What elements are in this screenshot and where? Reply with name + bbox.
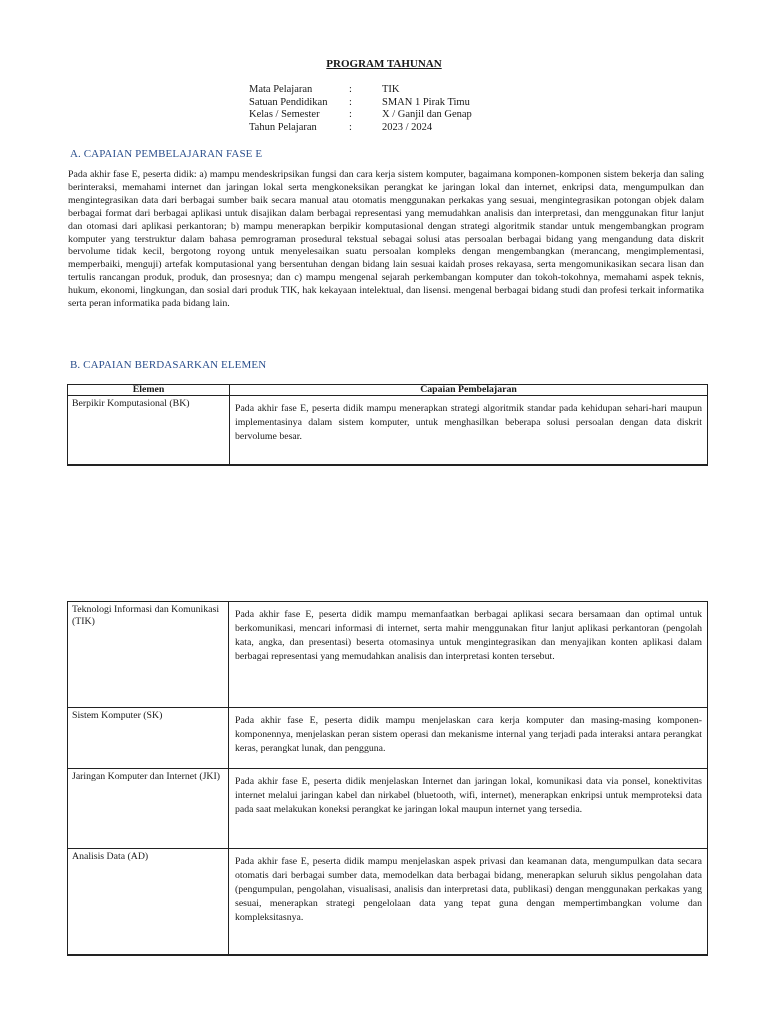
meta-separator: : [349, 96, 352, 108]
elements-table-page-top [67, 384, 708, 466]
table-row [68, 769, 708, 849]
meta-block [249, 84, 472, 134]
meta-label: Mata Pelajaran [249, 84, 313, 95]
capaian-paragraph: Pada akhir fase E, peserta didik: a) mampu mendeskripsikan fungsi dan cara kerja sistem komputer, bagaimana komponen-komponen sistem bekerja dan saling berinteraksi, memahami internet dan jaringan lokal serta mengkoneksikan perangkat ke jaringan lokal dan internet, enkripsi data, mengumpulkan dan mengintegrasikan data dari berbagai sumber baik secara manual atau otomatis menggunakan perkakas yang sesuai, mengintegrasikan potongan objek dalam berbagai format dari berbagai aplikasi untuk disajikan dalam berbagai representasi yang memudahkan analisis dan interpretasi, dan menggunakan fitur lanjut dan otomasi dari aplikasi perkantoran; b) mampu menerapkan berpikir komputasional dengan strategi algoritmik standar untuk mengembangkan program komputer yang terstruktur dalam bahasa pemrograman prosedural tekstual sebagai solusi atas persoalan berbagai bidang yang mengandung data diskrit bervolume tidak kecil, bergotong royong untuk menyelesaikan suatu persoalan kompleks dengan mengembangkan (merancang, mengimplementasi, memperbaiki, menguji) artefak komputasional yang bersentuhan dengan bidang lain sesuai kaidah proses rekayasa, serta mengomunikasikan secara lisan dan tertulis rancangan produk, produk, dan prosesnya; dan c) mampu mengenal sejarah perkembangan komputer dan tokoh-tokohnya, memahami aspek teknis, hukum, ekonomi, lingkungan, dan sosial dari produk TIK, hak kekayaan intelektual, dan lisensi. mengenal berbagai bidang studi dan profesi terkait informatika serta peran informatika pada bidang lain. [68, 169, 704, 310]
table-header-row [68, 385, 708, 396]
capaian-cell: Pada akhir fase E, peserta didik mampu menjelaskan cara kerja komputer dan masing-masing komponen-komponennya, menjelaskan peran sistem operasi dan mekanisme internal yang terjadi pada interaksi antara perangkat keras, perangkat lunak, dan pengguna. [229, 708, 708, 769]
elemen-cell: Analisis Data (AD) [68, 849, 229, 956]
meta-value: TIK [382, 84, 400, 95]
table-row [68, 849, 708, 956]
meta-label: Tahun Pelajaran [249, 121, 317, 133]
header-elemen: Elemen [68, 385, 230, 396]
meta-value: 2023 / 2024 [382, 121, 433, 133]
meta-row-class [249, 109, 472, 122]
capaian-cell: Pada akhir fase E, peserta didik mampu menjelaskan aspek privasi dan keamanan data, mengumpulkan data secara otomatis dari berbagai sumber data, memodelkan data berbagai bidang, menerapkan seluruh siklus pengolahan data (pengumpulan, pengolahan, visualisasi, analisis dan interpretasi data, publikasi) dengan menggunakan perkakas yang sesuai, menerapkan strategi pengelolaan data yang tepat guna dengan mempertimbangkan volume dan kompleksitasnya. [229, 849, 708, 956]
meta-row-school [249, 97, 472, 110]
elements-table-continued [67, 601, 708, 956]
meta-row-subject [249, 84, 472, 97]
meta-row-year [249, 122, 472, 135]
elemen-cell: Teknologi Informasi dan Komunikasi (TIK) [68, 602, 229, 708]
capaian-cell: Pada akhir fase E, peserta didik mampu memanfaatkan berbagai aplikasi secara bersamaan dan optimal untuk berkomunikasi, mencari informasi di internet, serta mahir menggunakan fitur lanjut aplikasi perkantoran (pengolah kata, angka, dan presentasi) beserta otomasinya untuk mengintegrasikan dan menyajikan konten aplikasi dalam berbagai representasi yang memudahkan analisis dan interpretasi konten tersebut. [229, 602, 708, 708]
meta-separator: : [349, 121, 352, 133]
section-a-heading: A. CAPAIAN PEMBELAJARAN FASE E [70, 148, 263, 160]
meta-label: Kelas / Semester [249, 109, 320, 120]
header-capaian: Capaian Pembelajaran [230, 385, 708, 396]
elemen-cell: Berpikir Komputasional (BK) [68, 396, 230, 466]
table-row [68, 396, 708, 466]
elemen-cell: Jaringan Komputer dan Internet (JKI) [68, 769, 229, 849]
elemen-cell: Sistem Komputer (SK) [68, 708, 229, 769]
document-title: PROGRAM TAHUNAN [326, 58, 442, 70]
meta-separator: : [349, 84, 352, 95]
section-b-heading: B. CAPAIAN BERDASARKAN ELEMEN [70, 359, 267, 371]
meta-value: SMAN 1 Pirak Timu [382, 96, 470, 108]
table-row [68, 708, 708, 769]
meta-separator: : [349, 109, 352, 120]
table-row [68, 602, 708, 708]
meta-label: Satuan Pendidikan [249, 96, 328, 108]
capaian-cell: Pada akhir fase E, peserta didik mampu menerapkan strategi algoritmik standar pada kehidupan sehari-hari maupun implementasinya dalam sistem komputer, untuk menghasilkan beberapa solusi persoalan dengan data diskrit bervolume besar. [230, 396, 708, 466]
meta-value: X / Ganjil dan Genap [382, 109, 472, 120]
capaian-cell: Pada akhir fase E, peserta didik menjelaskan Internet dan jaringan lokal, komunikasi data via ponsel, konektivitas internet melalui jaringan kabel dan nirkabel (bluetooth, wifi, internet), menerapkan enkripsi untuk memproteksi data pada saat melakukan koneksi perangkat ke jaringan lokal maupun internet yang tersedia. [229, 769, 708, 849]
